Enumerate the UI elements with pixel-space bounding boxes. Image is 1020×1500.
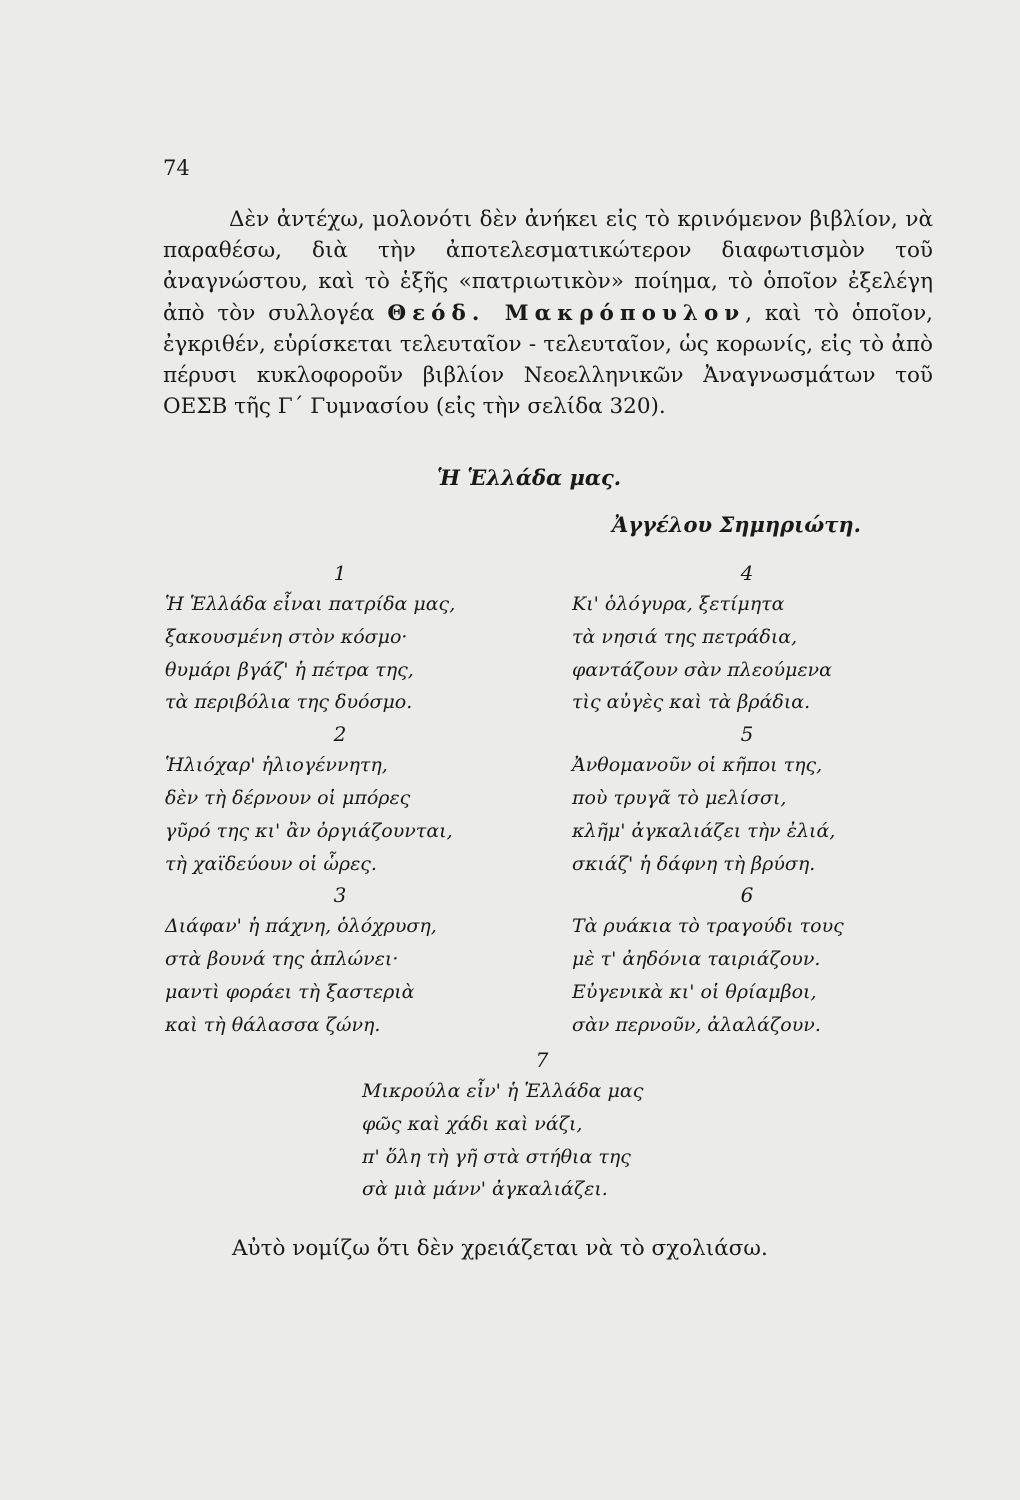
verse-line: θυμάρι βγάζ' ἡ πέτρα της, [165,658,414,681]
verse-line: κλῆμ' ἀγκαλιάζει τὴν ἐλιά, [572,819,836,842]
verse-line: φῶς καὶ χάδι καὶ νάζι, [362,1112,583,1135]
intro-text-part1: Δὲν ἀντέχω, μολονότι δὲν ἀνήκει εἰς τὸ κρινόμενον βιβλίον, νὰ παραθέσω, διὰ τὴν ἀποτελεσματικώτερον διαφωτισμὸν τοῦ ἀναγνώστου, καὶ τὸ ἑξῆς «πατριωτικὸν» ποίημα, τὸ ὁποῖον ἐξελέγη ἀπὸ τὸν συλλογέα [163,207,933,326]
verse-line: π' ὅλη τὴ γῆ στὰ στήθια της [362,1145,631,1168]
verse-line: καὶ τὴ θάλασσα ζώνη. [165,1013,381,1036]
verse-line: Ἀνθομανοῦν οἱ κῆποι της, [572,754,823,777]
stanza-number: 7 [535,1048,549,1072]
verse-line: τὰ νησιά της πετράδια, [572,625,798,648]
verse-line: ποὺ τρυγᾶ τὸ μελίσσι, [572,786,787,809]
poem-title: Ἡ Ἑλλάδα μας. [437,465,622,490]
poem-left-column [165,558,505,1042]
verse-line: Ἡ Ἑλλάδα εἶναι πατρίδα μας, [165,593,456,615]
poem-author: Ἀγγέλου Σημηριώτη. [612,512,861,537]
page-number: 74 [163,156,190,180]
verse-line: τὶς αὐγὲς καὶ τὰ βράδια. [572,691,811,714]
verse-line: Τὰ ρυάκια τὸ τραγούδι τους [572,915,844,938]
stanza-number: 1 [333,561,347,585]
stanza-number: 6 [740,883,754,908]
poem-right-column [572,558,912,1042]
closing-sentence: Αὐτὸ νομίζω ὅτι δὲν χρειάζεται νὰ τὸ σχολιάσω. [232,1236,768,1261]
intro-paragraph [163,204,933,422]
verse-line: τὴ χαϊδεύουν οἱ ὧρες. [165,852,377,875]
verse-line: στὰ βουνά της ἁπλώνει· [165,948,399,971]
verse-line: ξακουσμένη στὸν κόσμο· [165,625,408,648]
verse-line: σὰ μιὰ μάνν' ἀγκαλιάζει. [362,1178,608,1201]
verse-line: Κι' ὁλόγυρα, ξετίμητα [572,593,785,615]
verse-line: σὰν περνοῦν, ἀλαλάζουν. [572,1013,821,1036]
verse-line: Ἡλιόχαρ' ἡλιογέννητη, [165,754,388,777]
verse-line: τὰ περιβόλια της δυόσμο. [165,691,413,714]
verse-line: μὲ τ' ἀηδόνια ταιριάζουν. [572,948,821,971]
verse-line: Διάφαν' ἡ πάχνη, ὁλόχρυση, [165,915,437,938]
final-stanza [362,1045,722,1206]
verse-line: Μικρούλα εἶν' ἡ Ἑλλάδα μας [362,1080,644,1102]
verse-line: σκιάζ' ἡ δάφνη τὴ βρύση. [572,852,816,875]
verse-line: γῦρό της κι' ἂν ὀργιάζουνται, [165,819,453,842]
stanza-number: 5 [740,722,754,747]
stanza-number: 3 [333,883,347,908]
stanza-number: 2 [333,722,347,747]
editor-name: Θεόδ. Μακρόπουλον [387,300,746,326]
stanza-number: 4 [740,561,754,585]
verse-line: Εὐγενικὰ κι' οἱ θρίαμβοι, [572,980,817,1003]
verse-line: δὲν τὴ δέρνουν οἱ μπόρες [165,786,411,809]
verse-line: μαντὶ φοράει τὴ ξαστεριὰ [165,980,415,1003]
intro-text-part2: , καὶ τὸ ὁποῖον, ἐγκριθέν, εὑρίσκεται τελευταῖον - τελευταῖον, ὡς κορωνίς, εἰς τὸ ἀπὸ πέρυσι κυκλοφοροῦν βιβλίον Νεοελληνικῶν Ἀναγνωσμάτων τοῦ ΟΕΣΒ τῆς Γ΄ Γυμνασίου (εἰς τὴν σελίδα 320). [163,300,934,420]
verse-line: φαντάζουν σὰν πλεούμενα [572,658,832,681]
